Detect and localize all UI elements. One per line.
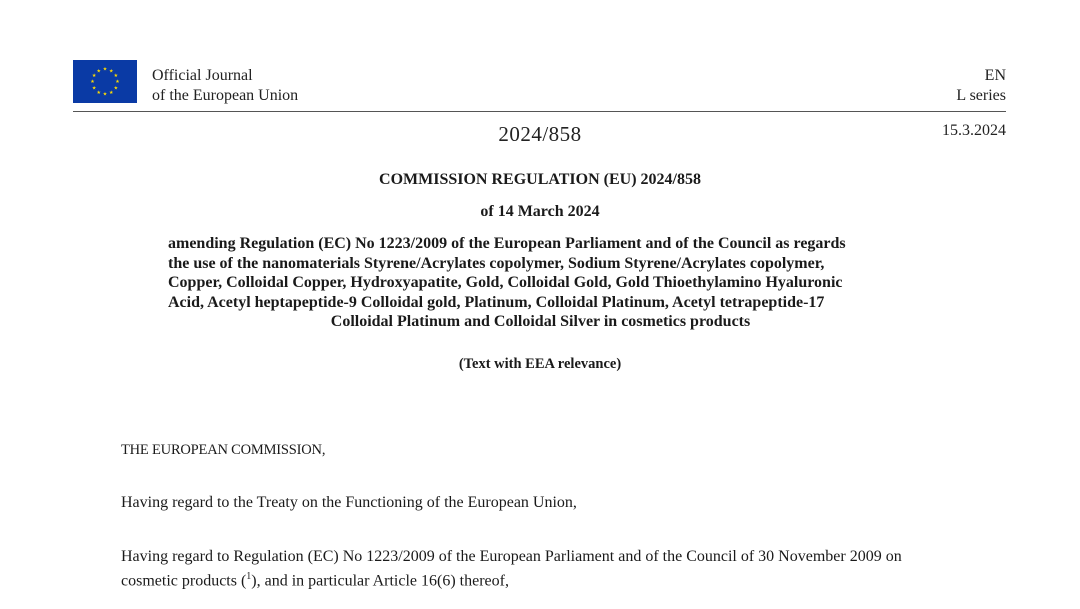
amending-line: the use of the nanomaterials Styrene/Acrylates copolymer, Sodium Styrene/Acrylates copolymer,	[168, 254, 825, 272]
star-icon: ★	[113, 86, 119, 92]
star-icon: ★	[102, 67, 108, 73]
star-icon: ★	[91, 73, 97, 79]
journal-line-2: of the European Union	[152, 87, 299, 104]
amending-text	[168, 234, 913, 332]
eu-flag-icon	[73, 60, 137, 103]
star-icon: ★	[102, 92, 108, 98]
footnote-link[interactable]: 1	[246, 571, 252, 582]
document-number: 2024/858	[498, 122, 582, 146]
recital-regulation	[121, 547, 902, 591]
star-icon: ★	[109, 69, 114, 75]
recital-treaty: Having regard to the Treaty on the Functioning of the European Union,	[121, 494, 577, 511]
language-code: EN	[984, 67, 1006, 84]
amending-line: Colloidal Platinum and Colloidal Silver in cosmetics products	[330, 313, 751, 330]
star-icon: ★	[96, 90, 101, 96]
recital-line-2	[121, 567, 902, 591]
header-divider	[73, 111, 1006, 112]
language-series	[956, 66, 1006, 106]
star-icon: ★	[109, 90, 114, 96]
publication-date: 15.3.2024	[942, 122, 1006, 139]
recital-line-1: Having regard to Regulation (EC) No 1223/2009 of the European Parliament and of the Council of 30 November 2009 on	[121, 548, 902, 565]
regulation-date: of 14 March 2024	[480, 203, 600, 220]
star-icon: ★	[90, 80, 95, 86]
star-icon: ★	[115, 80, 120, 86]
star-icon: ★	[113, 73, 119, 79]
commission-heading: THE EUROPEAN COMMISSION,	[121, 442, 326, 458]
recital-text-post: ), and in particular Article 16(6) thereof,	[251, 572, 509, 590]
journal-line-1: Official Journal	[152, 67, 253, 84]
amending-line: Acid, Acetyl heptapeptide-9 Colloidal gold, Platinum, Colloidal Platinum, Acetyl tetrapeptide-17	[168, 293, 825, 311]
amending-line: Copper, Colloidal Copper, Hydroxyapatite, Gold, Colloidal Gold, Gold Thioethylamino Hyaluronic	[168, 274, 843, 291]
journal-name	[152, 66, 298, 106]
eea-relevance: (Text with EEA relevance)	[458, 356, 622, 372]
series-label: L series	[956, 87, 1006, 104]
regulation-title: COMMISSION REGULATION (EU) 2024/858	[379, 171, 701, 188]
star-icon: ★	[91, 86, 97, 92]
recital-text-pre: cosmetic products (	[121, 572, 247, 590]
star-icon: ★	[96, 69, 101, 75]
amending-line: amending Regulation (EC) No 1223/2009 of the European Parliament and of the Council as regards	[168, 235, 846, 252]
